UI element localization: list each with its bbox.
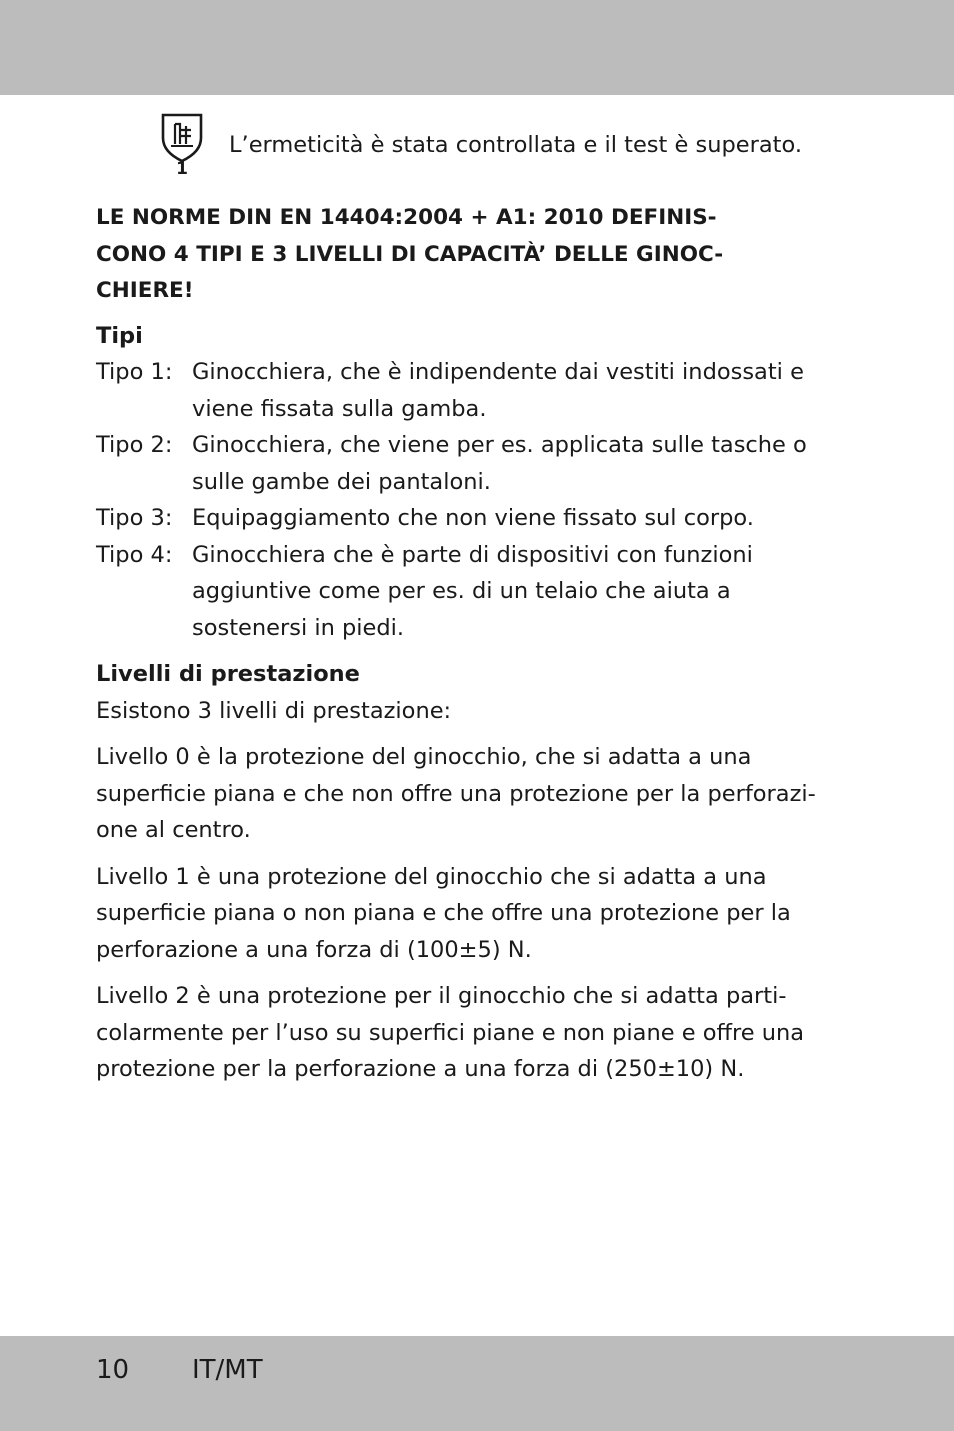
main-content — [96, 200, 866, 1088]
type-description — [192, 537, 753, 647]
type-line: Equipaggiamento che non viene fissato sul corpo. — [192, 505, 754, 531]
level-line: Livello 2 è una protezione per il ginocchio che si adatta parti- — [96, 983, 787, 1009]
level-line: superficie piana e che non offre una protezione per la perforazi- — [96, 780, 816, 807]
levels-title: Livelli di prestazione — [96, 661, 360, 687]
level-line: protezione per la perforazione a una forza di (250±10) N. — [96, 1056, 745, 1082]
level-paragraph — [96, 739, 866, 849]
standard-heading — [96, 200, 866, 310]
type-description — [192, 354, 804, 427]
type-line: sulle gambe dei pantaloni. — [192, 468, 491, 495]
type-line: Ginocchiera, che è indipendente dai vestiti indossati e — [192, 359, 804, 385]
type-item — [96, 427, 866, 500]
heading-line: CHIERE! — [96, 278, 194, 303]
type-label: Tipo 4: — [96, 541, 173, 568]
level-line: colarmente per l’uso su superfici piane e non piane e offre una — [96, 1019, 805, 1046]
protection-symbol — [160, 112, 208, 184]
type-line: Ginocchiera, che viene per es. applicata sulle tasche o — [192, 432, 807, 458]
level-line: Livello 0 è la protezione del ginocchio, che si adatta a una — [96, 744, 752, 770]
heading-line: CONO 4 TIPI E 3 LIVELLI DI CAPACITÀ’ DELLE GINOC- — [96, 241, 724, 267]
symbol-caption: L’ermeticità è stata controllata e il test è superato. — [229, 132, 802, 158]
type-description — [192, 427, 807, 500]
symbol-level-number: 1 — [176, 159, 188, 179]
type-line: viene fissata sulla gamba. — [192, 395, 487, 422]
type-line: sostenersi in piedi. — [192, 614, 405, 641]
heading-line: LE NORME DIN EN 14404:2004 + A1: 2010 DEFINIS- — [96, 205, 717, 230]
type-label: Tipo 1: — [96, 359, 173, 385]
level-line: superficie piana o non piana e che offre una protezione per la — [96, 900, 791, 926]
type-label: Tipo 3: — [96, 505, 173, 531]
type-label: Tipo 2: — [96, 432, 173, 458]
header-band — [0, 0, 954, 95]
levels-intro: Esistono 3 livelli di prestazione: — [96, 697, 452, 724]
type-description — [192, 500, 754, 537]
glove-shield-icon — [160, 112, 208, 164]
level-line: perforazione a una forza di (100±5) N. — [96, 936, 532, 963]
level-paragraph — [96, 859, 866, 969]
type-line: aggiuntive come per es. di un telaio che aiuta a — [192, 578, 731, 604]
types-title: Tipi — [96, 322, 143, 349]
page-number: 10 — [96, 1355, 130, 1385]
type-line: Ginocchiera che è parte di dispositivi con funzioni — [192, 541, 753, 568]
level-line: Livello 1 è una protezione del ginocchio che si adatta a una — [96, 863, 767, 890]
level-line: one al centro. — [96, 817, 251, 843]
language-code: IT/MT — [192, 1355, 263, 1385]
type-item — [96, 500, 866, 537]
level-paragraph — [96, 978, 866, 1088]
type-item — [96, 537, 866, 647]
type-item — [96, 354, 866, 427]
footer-band — [0, 1336, 954, 1431]
